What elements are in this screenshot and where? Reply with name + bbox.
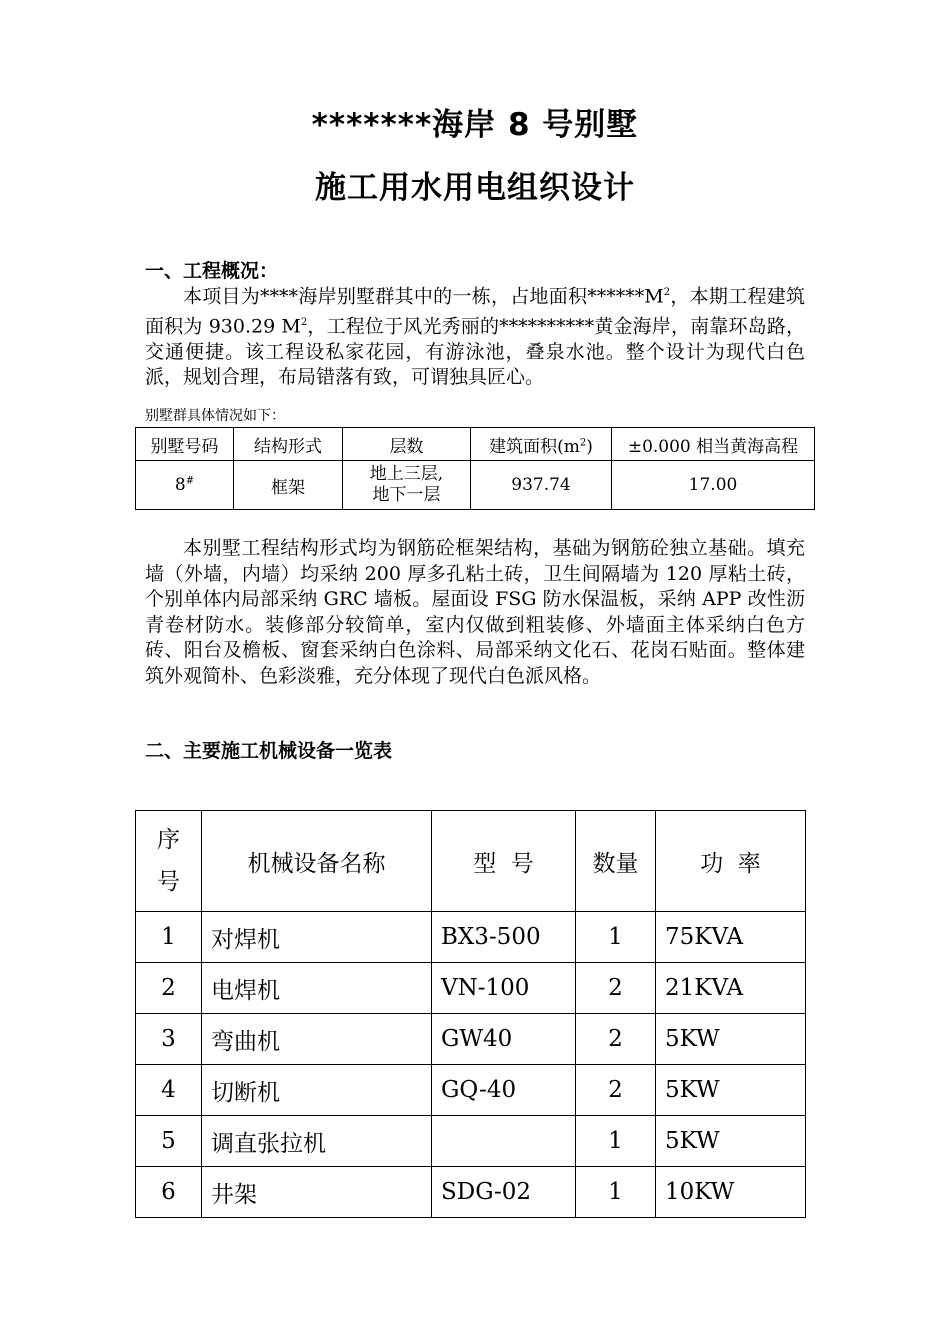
cell-villa-number (136, 461, 234, 510)
cell-qty: 1 (576, 1116, 656, 1167)
cell-name: 电焊机 (202, 963, 432, 1014)
header-area-sup: 2 (579, 436, 587, 448)
cell-name: 弯曲机 (202, 1014, 432, 1065)
cell-name: 井架 (202, 1167, 432, 1218)
cell-model: GW40 (432, 1014, 576, 1065)
cell-seq: 6 (136, 1167, 202, 1218)
cell-power: 21KVA (656, 963, 806, 1014)
header-area-text: 建筑面积(m (489, 436, 580, 457)
cell-qty: 1 (576, 912, 656, 963)
floors-line1: 地上三层, (369, 464, 444, 484)
table-caption: 别墅群具体情况如下： (145, 408, 285, 424)
structure-description-paragraph: 本别墅工程结构形式均为钢筋砼框架结构，基础为钢筋砼独立基础。填充墙（外墙，内墙）均采纳 200 厚多孔粘土砖，卫生间隔墙为 120 厚粘土砖，个别单体内局部采纳 GRC 墙板。屋面设 FSG 防水保温板，采纳 APP 改性沥青卷材防水。装修部分较简单，室内仅做到粗装修、外墙面主体采纳白色方砖、阳台及檐板、窗套采纳白色涂料、局部采纳文化石、花岗石贴面。整体建筑外观简朴、色彩淡雅，充分体现了现代白色派风格。 (145, 537, 805, 687)
header-quantity: 数量 (576, 811, 656, 912)
para1-superscript2: 2 (300, 316, 308, 328)
header-structure: 结构形式 (234, 428, 343, 461)
cell-name: 调直张拉机 (202, 1116, 432, 1167)
cell-model (432, 1116, 576, 1167)
cell-power: 10KW (656, 1167, 806, 1218)
para1-superscript1: 2 (663, 287, 671, 298)
header-area-close: ) (586, 436, 593, 457)
cell-name: 切断机 (202, 1065, 432, 1116)
cell-seq: 5 (136, 1116, 202, 1167)
header-area (471, 428, 612, 461)
header-power: 功 率 (656, 811, 806, 912)
document-title-line1: *******海岸 8 号别墅 (311, 107, 639, 143)
para1-part1: 本项目为****海岸别墅群其中的一栋，占地面积******M (183, 285, 664, 308)
project-overview-paragraph (145, 280, 805, 391)
table-row (136, 1167, 806, 1218)
villa-info-header-row (136, 428, 815, 461)
cell-qty: 2 (576, 1014, 656, 1065)
cell-model: SDG-02 (432, 1167, 576, 1218)
floors-line2: 地下一层 (372, 485, 441, 505)
cell-qty: 1 (576, 1167, 656, 1218)
header-seq-line1: 序 (157, 827, 180, 853)
table-row (136, 1065, 806, 1116)
cell-name: 对焊机 (202, 912, 432, 963)
cell-model: BX3-500 (432, 912, 576, 963)
section2-heading: 二、主要施工机械设备一览表 (145, 740, 393, 762)
cell-seq: 1 (136, 912, 202, 963)
para1-part3: ，工程位于风光秀丽的**********黄金海岸，南靠环岛路，交通便捷。该工程设私家花园，有游泳池，叠泉水池。整个设计为现代白色派，规划合理，布局错落有致，可谓独具匠心。 (145, 315, 805, 389)
table-row (136, 912, 806, 963)
cell-model: GQ-40 (432, 1065, 576, 1116)
equipment-table (135, 810, 806, 1218)
para1-part2: ，本期工程建筑面积为 930.29 M (145, 285, 805, 338)
villa-info-data-row (136, 461, 815, 510)
header-seq (136, 811, 202, 912)
cell-area: 937.74 (471, 461, 612, 510)
section1-heading: 一、工程概况： (145, 260, 279, 282)
villa-number-sup: # (185, 475, 195, 487)
cell-qty: 2 (576, 1065, 656, 1116)
cell-power: 5KW (656, 1065, 806, 1116)
equipment-header-row (136, 811, 806, 912)
header-seq-line2: 号 (157, 869, 180, 895)
cell-seq: 3 (136, 1014, 202, 1065)
cell-qty: 2 (576, 963, 656, 1014)
cell-power: 5KW (656, 1014, 806, 1065)
header-elevation: ±0.000 相当黄海高程 (612, 428, 815, 461)
cell-floors (343, 461, 471, 510)
table-row (136, 963, 806, 1014)
cell-structure: 框架 (234, 461, 343, 510)
cell-power: 5KW (656, 1116, 806, 1167)
table-row (136, 1014, 806, 1065)
cell-model: VN-100 (432, 963, 576, 1014)
cell-seq: 2 (136, 963, 202, 1014)
header-villa-number: 别墅号码 (136, 428, 234, 461)
villa-info-table (135, 427, 815, 510)
header-floors: 层数 (343, 428, 471, 461)
table-row (136, 1116, 806, 1167)
header-model: 型 号 (432, 811, 576, 912)
cell-seq: 4 (136, 1065, 202, 1116)
header-equipment-name: 机械设备名称 (202, 811, 432, 912)
document-title-line2: 施工用水用电组织设计 (315, 170, 635, 206)
villa-number-text: 8 (174, 475, 186, 495)
cell-elevation: 17.00 (612, 461, 815, 510)
cell-power: 75KVA (656, 912, 806, 963)
